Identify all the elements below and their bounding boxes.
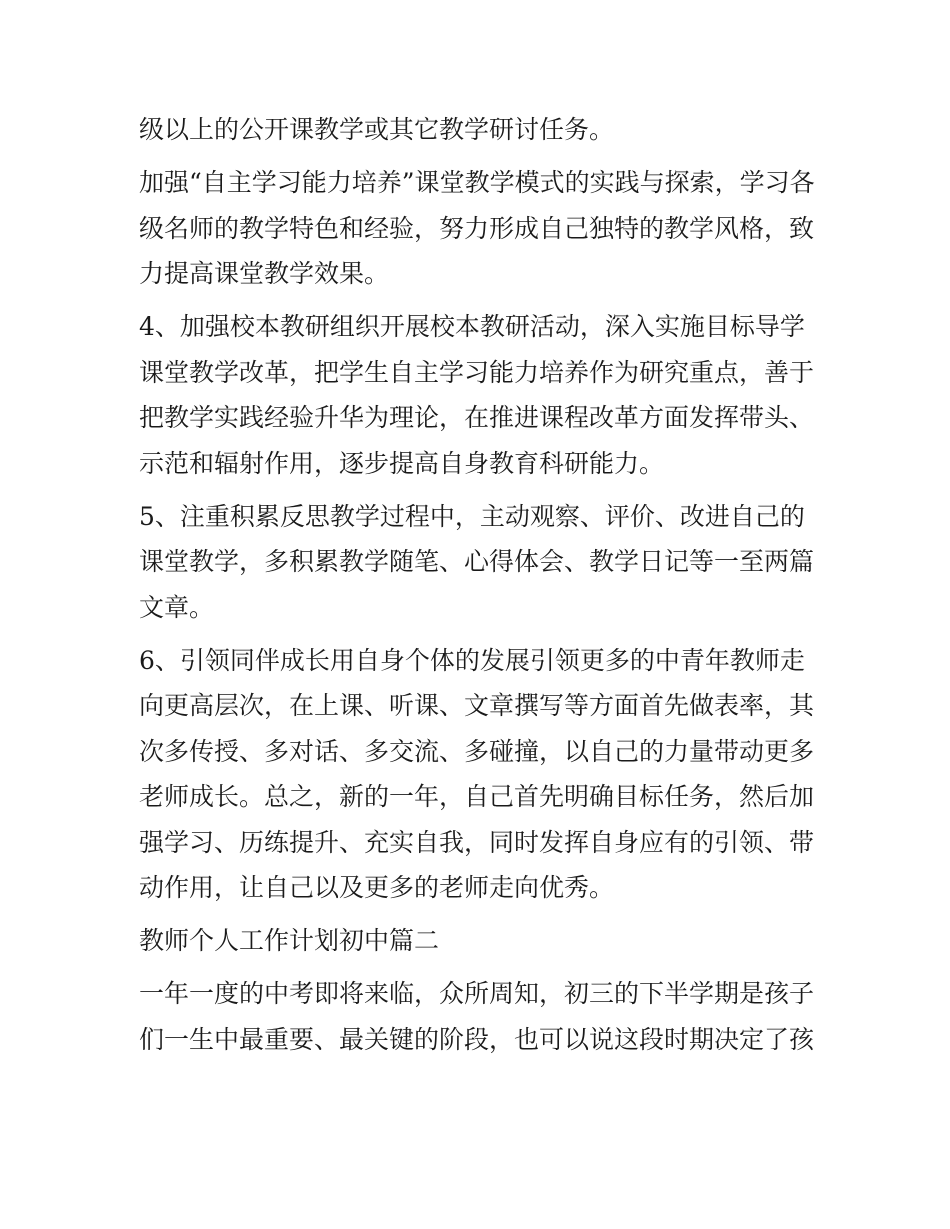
- heading-line: 教师个人工作计划初中篇二: [139, 926, 440, 955]
- text-line: 动作用，让自己以及更多的老师走向优秀。: [139, 873, 615, 902]
- paragraph-2: [139, 160, 819, 297]
- text-line: 级以上的公开课教学或其它教学研讨任务。: [139, 115, 615, 144]
- text-line: 一年一度的中考即将来临，众所周知，初三的下半学期是孩子: [139, 979, 815, 1008]
- text-line: 们一生中最重要、最关键的阶段，也可以说这段时期决定了孩: [139, 1024, 815, 1054]
- text-line: 课堂教学改革，把学生自主学习能力培养作为研究重点，善于: [139, 357, 815, 387]
- text-line: 级名师的教学特色和经验，努力形成自己独特的教学风格，致: [139, 213, 815, 243]
- text-line: 加强“自主学习能力培养”课堂教学模式的实践与探索，学习各: [139, 168, 815, 197]
- text-line: 5、注重积累反思教学过程中，主动观察、评价、改进自己的: [139, 501, 805, 531]
- text-line: 课堂教学，多积累教学随笔、心得体会、教学日记等一至两篇: [139, 547, 815, 576]
- text-line: 4、加强校本教研组织开展校本教研活动，深入实施目标导学: [139, 312, 805, 341]
- text-line: 强学习、历练提升、充实自我，同时发挥自身应有的引领、带: [139, 827, 815, 857]
- text-line: 向更高层次，在上课、听课、文章撰写等方面首先做表率，其: [139, 691, 815, 720]
- paragraph-7: [139, 971, 819, 1062]
- paragraph-1: [139, 107, 819, 153]
- text-line: 示范和辐射作用，逐步提高自身教育科研能力。: [139, 448, 665, 478]
- paragraph-3: [139, 304, 819, 486]
- paragraph-5: [139, 638, 819, 911]
- text-line: 文章。: [139, 592, 215, 622]
- section-heading: [139, 918, 819, 964]
- document-body: [139, 107, 819, 1062]
- text-line: 把教学实践经验升华为理论，在推进课程改革方面发挥带头、: [139, 403, 815, 432]
- paragraph-4: [139, 494, 819, 631]
- text-line: 6、引领同伴成长用自身个体的发展引领更多的中青年教师走: [139, 645, 805, 675]
- text-line: 老师成长。总之，新的一年，自己首先明确目标任务，然后加: [139, 782, 815, 811]
- text-line: 次多传授、多对话、多交流、多碰撞，以自己的力量带动更多: [139, 736, 815, 766]
- text-line: 力提高课堂教学效果。: [139, 259, 390, 288]
